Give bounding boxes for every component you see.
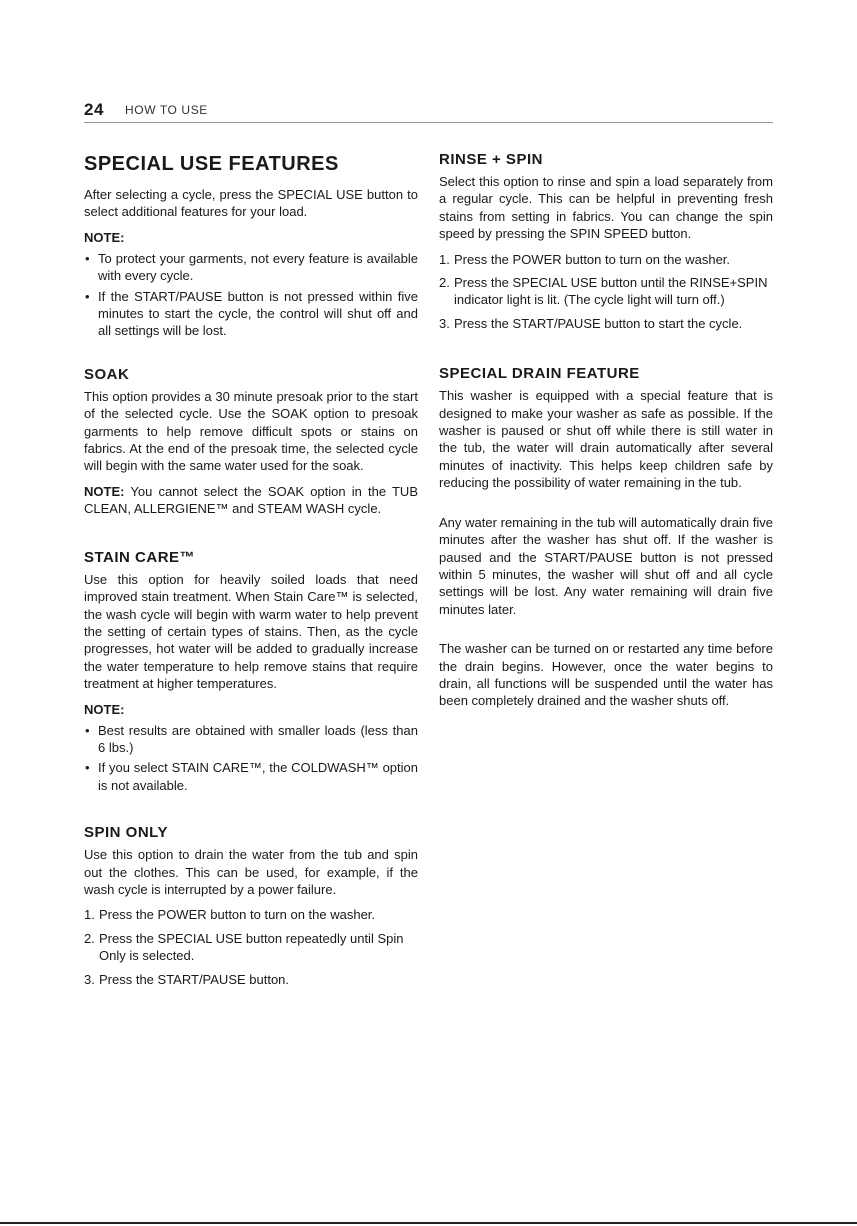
drain-paragraph: The washer can be turned on or restarted any time before the drain begins. However, once the water begins to drain, all functions will be suspended until the water has been completely drained and the washer shuts off.	[439, 641, 773, 709]
spin-only-body: Use this option to drain the water from the tub and spin out the clothes. This can be used, for example, if the wash cycle is interrupted by a power failure.	[84, 847, 418, 897]
soak-body: This option provides a 30 minute presoak prior to the start of the selected cycle. Use the SOAK option to presoak garments to help remove difficult spots or stains on fabrics. At the end of the presoak time, the selected cycle will begin with the same water used for the soak.	[84, 388, 418, 474]
bullet-icon: •	[85, 250, 90, 266]
list-item: • If the START/PAUSE button is not pressed within five minutes to start the cycle, the control will shut off and all settings will be lost.	[85, 288, 418, 339]
list-item: • Best results are obtained with smaller loads (less than 6 lbs.)	[85, 722, 418, 755]
list-item: 1. Press the POWER button to turn on the washer.	[439, 251, 731, 267]
special-use-section	[84, 152, 418, 340]
soak-title: SOAK	[84, 365, 130, 383]
list-item: 1. Press the POWER button to turn on the washer.	[84, 907, 376, 923]
stain-care-section	[84, 548, 418, 794]
right-column	[439, 150, 773, 718]
list-item: 2. Press the SPECIAL USE button until the RINSE+SPIN indicator light is lit. (The cycle light will turn off.)	[439, 275, 768, 308]
note-label: NOTE:	[84, 701, 125, 717]
spin-only-section	[84, 823, 418, 988]
list-item: 3. Press the START/PAUSE button.	[84, 971, 290, 987]
bullet-icon: •	[85, 722, 90, 738]
header-divider	[84, 122, 773, 123]
note-label: NOTE:	[84, 229, 125, 245]
step-list	[439, 251, 773, 333]
bullet-icon: •	[85, 760, 90, 776]
special-use-intro: After selecting a cycle, press the SPECIAL USE button to select additional features for your load.	[84, 187, 418, 220]
stain-care-body: Use this option for heavily soiled loads that need improved stain treatment. When Stain Care™ is selected, the wash cycle will begin with warm water to help prevent the setting of certain types of stains. Then, as the cycle progresses, hot water will be added to gradually increase the water temperature to help remove stains that require treatment at higher temperatures.	[84, 571, 418, 692]
soak-section	[84, 365, 418, 518]
note-list	[84, 250, 418, 340]
soak-note: NOTE: You cannot select the SOAK option in the TUB CLEAN, ALLERGIENE™ and STEAM WASH cycle.	[84, 483, 418, 517]
note-list	[84, 722, 418, 795]
special-drain-title: SPECIAL DRAIN FEATURE	[439, 365, 640, 383]
special-use-title: SPECIAL USE FEATURES	[84, 153, 339, 175]
bullet-icon: •	[85, 288, 90, 304]
drain-paragraph: This washer is equipped with a special feature that is designed to make your washer as safe as possible. If the washer is paused or shut off while there is still water in the tub, the water will drain automatically after several minutes of inactivity. This helps keep children safe by reducing the possibility of water remaining in the tub.	[439, 388, 773, 491]
rinse-spin-title: RINSE + SPIN	[439, 151, 543, 168]
section-name: HOW TO USE	[125, 103, 208, 117]
spin-only-title: SPIN ONLY	[84, 824, 168, 842]
step-list	[84, 906, 418, 988]
list-item: 3. Press the START/PAUSE button to start the cycle.	[439, 315, 743, 331]
page-header	[84, 100, 773, 126]
page-number: 24	[84, 100, 104, 119]
left-column	[84, 150, 418, 994]
rinse-spin-body: Select this option to rinse and spin a load separately from a regular cycle. This can be helpful in preventing fresh stains from setting in fabrics. You can change the spin speed by pressing the SPIN SPEED button.	[439, 174, 773, 242]
list-item: • To protect your garments, not every feature is available with every cycle.	[85, 250, 418, 284]
note-label: NOTE:	[84, 483, 125, 499]
list-item: 2. Press the SPECIAL USE button repeatedly until Spin Only is selected.	[84, 930, 404, 964]
drain-paragraph: Any water remaining in the tub will automatically drain five minutes after the washer has shut off. If the washer is paused and the START/PAUSE button is not pressed within 5 minutes, the washer will shut off and all cycle settings will be lost. Any water remaining will drain five minutes later.	[439, 514, 773, 617]
rinse-spin-section	[439, 150, 773, 332]
bottom-border	[0, 1222, 857, 1224]
list-item: • If you select STAIN CARE™, the COLDWASH™ option is not available.	[85, 760, 418, 793]
stain-care-title: STAIN CARE™	[84, 548, 196, 566]
special-drain-section	[439, 364, 773, 710]
